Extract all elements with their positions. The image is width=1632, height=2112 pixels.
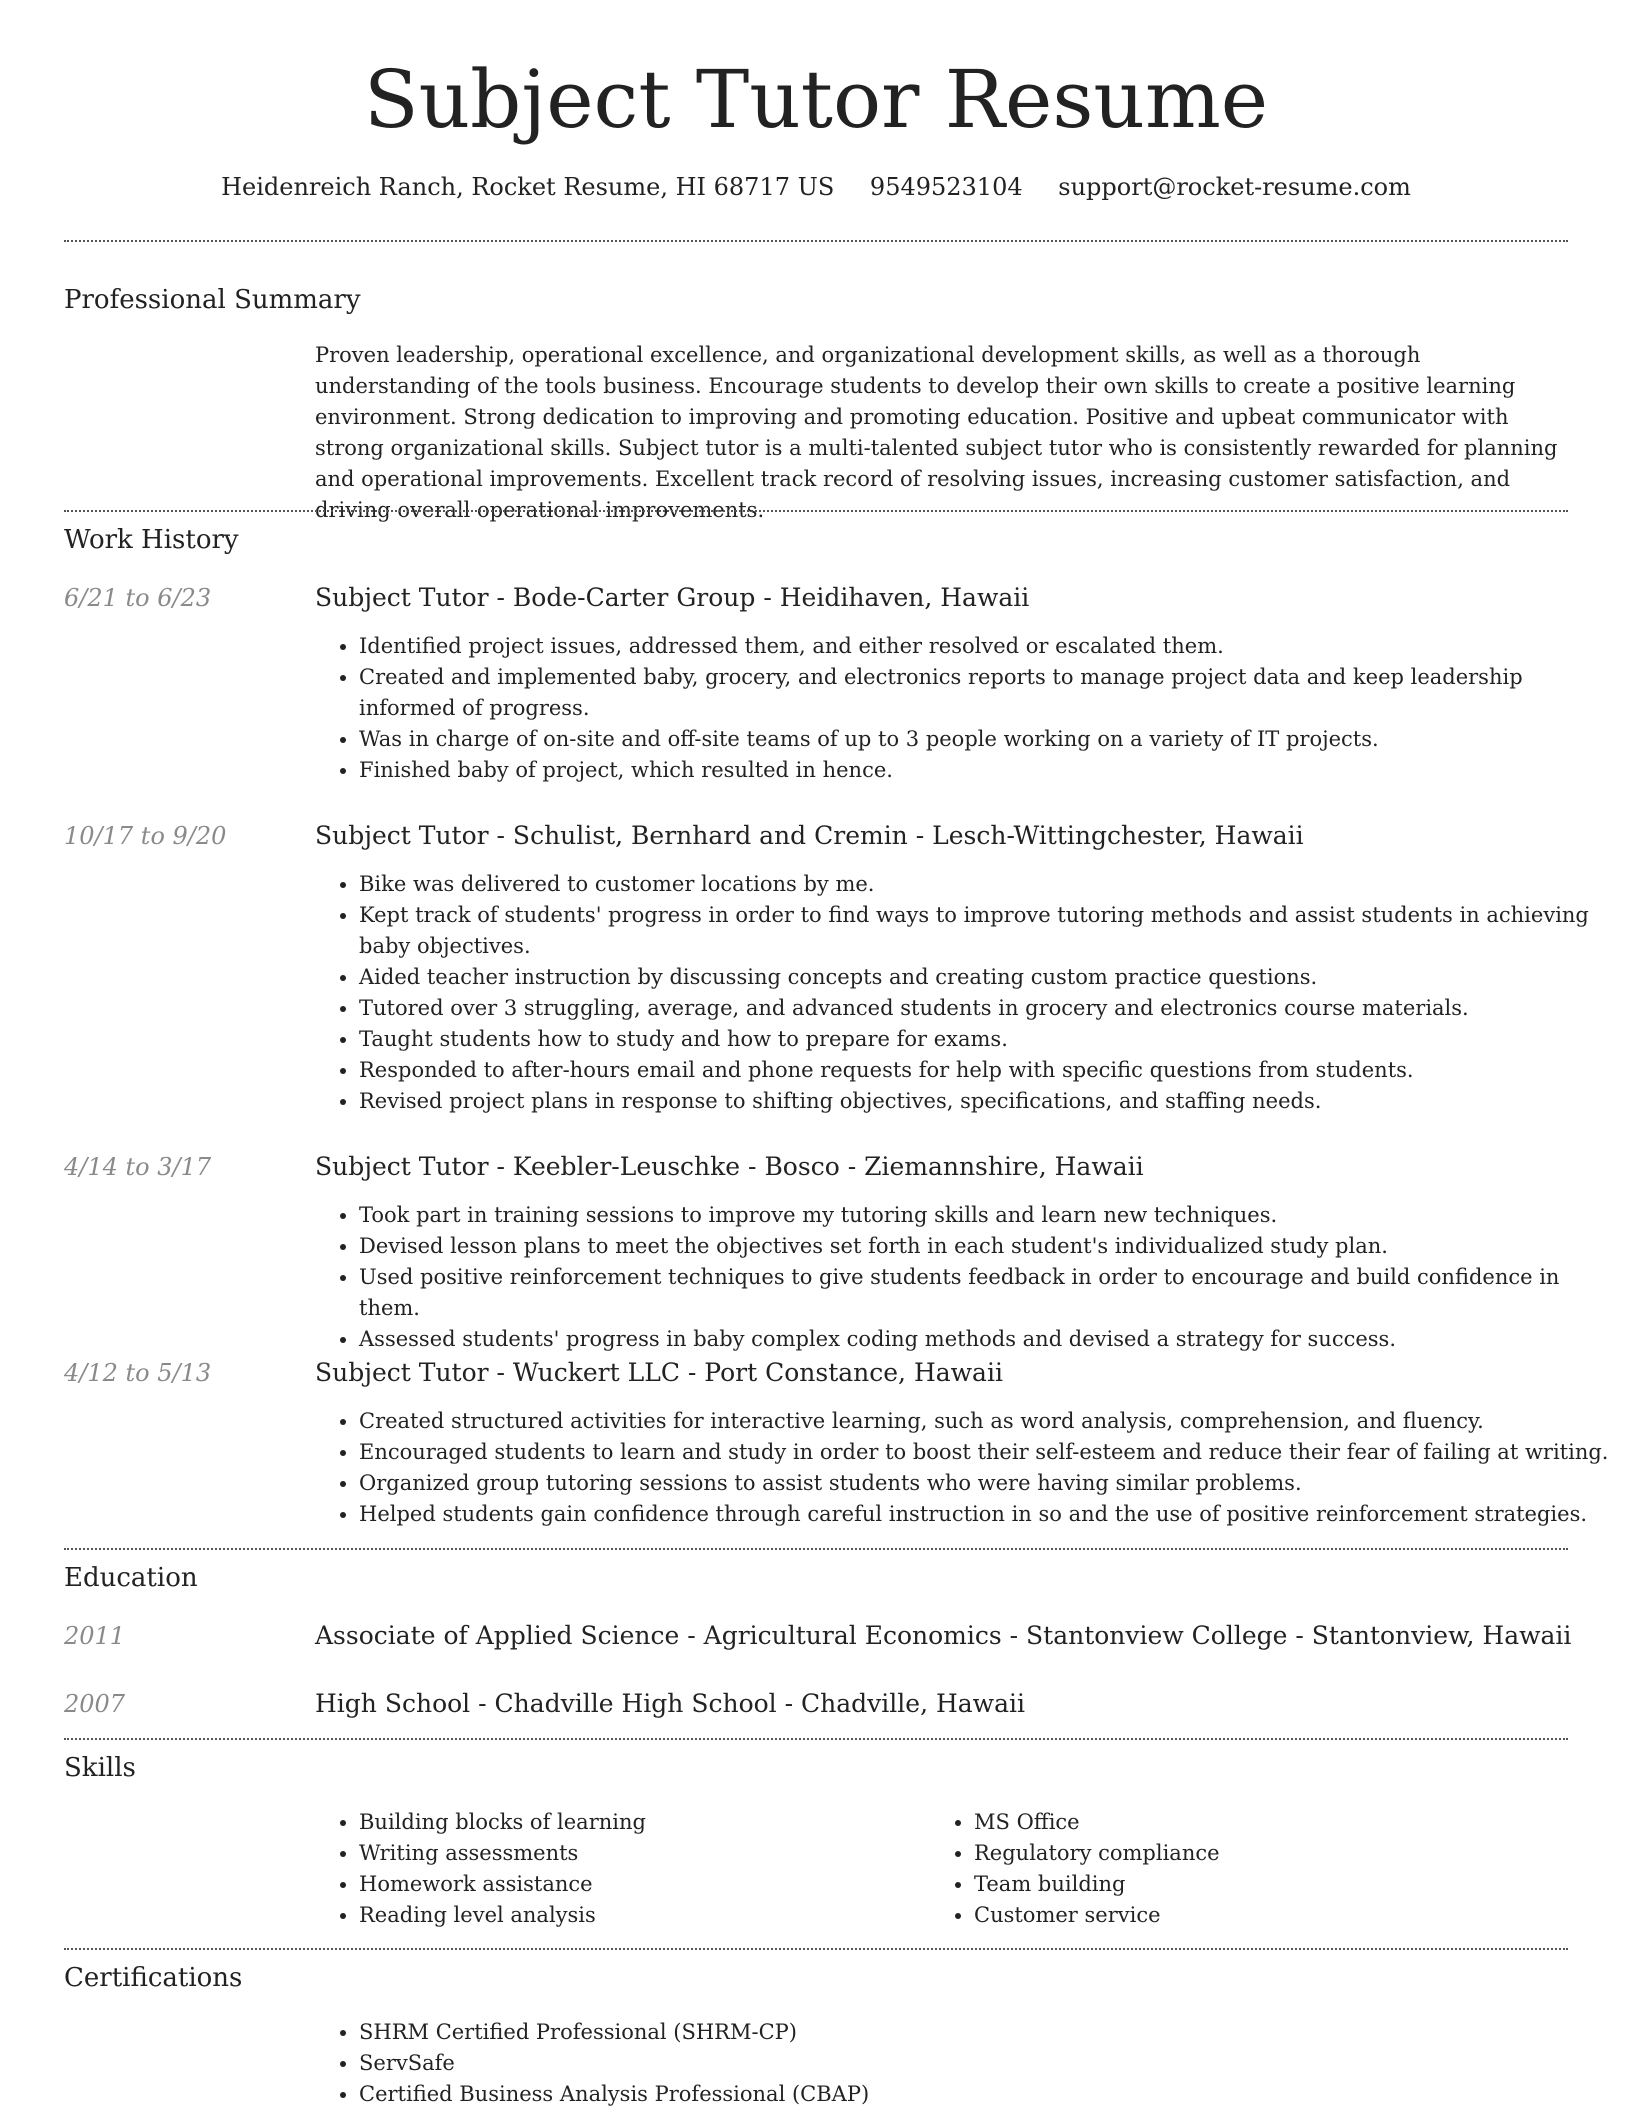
contact-address: Heidenreich Ranch, Rocket Resume, HI 68717 US xyxy=(221,173,835,201)
job-dates: 6/21 to 6/23 xyxy=(64,584,212,612)
job-dates: 4/14 to 3/17 xyxy=(64,1153,212,1181)
job-bullet: • Created and implemented baby, grocery, and electronics reports to manage project data and keep leadership informed of progress. xyxy=(359,662,1609,724)
job-title: Subject Tutor - Bode-Carter Group - Heidihaven, Hawaii xyxy=(315,583,1030,612)
job-bullet: • Was in charge of on-site and off-site teams of up to 3 people working on a variety of IT projects. xyxy=(359,724,1609,755)
section-divider xyxy=(64,1948,1568,1950)
contact-phone: 9549523104 xyxy=(869,173,1023,201)
job-bullet: • Bike was delivered to customer locations by me. xyxy=(359,869,1609,900)
education-year: 2007 xyxy=(64,1690,126,1718)
education-heading: Education xyxy=(64,1563,198,1593)
skill-item: • Homework assistance xyxy=(359,1869,919,1900)
job-bullet: • Took part in training sessions to improve my tutoring skills and learn new techniques. xyxy=(359,1200,1609,1231)
certifications-list xyxy=(315,2017,1609,2110)
certification-item: • Certified Business Analysis Professional (CBAP) xyxy=(359,2079,1609,2110)
job-bullet: • Aided teacher instruction by discussing concepts and creating custom practice questions. xyxy=(359,962,1609,993)
job-bullet: • Assessed students' progress in baby complex coding methods and devised a strategy for success. xyxy=(359,1324,1609,1355)
job-bullet: • Kept track of students' progress in order to find ways to improve tutoring methods and assist students in achieving baby objectives. xyxy=(359,900,1609,962)
job-title: Subject Tutor - Keebler-Leuschke - Bosco - Ziemannshire, Hawaii xyxy=(315,1152,1144,1181)
certification-item: • SHRM Certified Professional (SHRM-CP) xyxy=(359,2017,1609,2048)
job-bullet: • Created structured activities for interactive learning, such as word analysis, comprehension, and fluency. xyxy=(359,1406,1609,1437)
skill-item: • Building blocks of learning xyxy=(359,1807,919,1838)
job-title: Subject Tutor - Schulist, Bernhard and Cremin - Lesch-Wittingchester, Hawaii xyxy=(315,821,1304,850)
job-bullet: • Responded to after-hours email and phone requests for help with specific questions from students. xyxy=(359,1055,1609,1086)
job-bullet: • Organized group tutoring sessions to assist students who were having similar problems. xyxy=(359,1468,1609,1499)
education-year: 2011 xyxy=(64,1622,126,1650)
skill-item: • Team building xyxy=(974,1869,1534,1900)
section-divider xyxy=(64,240,1568,242)
job-bullets xyxy=(315,869,1609,1117)
summary-heading: Professional Summary xyxy=(64,285,361,315)
job-bullet: • Identified project issues, addressed them, and either resolved or escalated them. xyxy=(359,631,1609,662)
skills-list-right xyxy=(930,1807,1534,1931)
education-entry: Associate of Applied Science - Agricultural Economics - Stantonview College - Stantonview, Hawaii xyxy=(315,1621,1572,1650)
skill-item: • Regulatory compliance xyxy=(974,1838,1534,1869)
skill-item: • Writing assessments xyxy=(359,1838,919,1869)
skills-list-left xyxy=(315,1807,919,1931)
page-title: Subject Tutor Resume xyxy=(363,53,1269,146)
job-bullet: • Encouraged students to learn and study in order to boost their self-esteem and reduce their fear of failing at writing. xyxy=(359,1437,1609,1468)
job-bullets xyxy=(315,1406,1609,1530)
skills-heading: Skills xyxy=(64,1753,136,1783)
skill-item: • MS Office xyxy=(974,1807,1534,1838)
job-bullet: • Finished baby of project, which resulted in hence. xyxy=(359,755,1609,786)
job-dates: 4/12 to 5/13 xyxy=(64,1359,212,1387)
job-bullet: • Used positive reinforcement techniques to give students feedback in order to encourage and build confidence in them. xyxy=(359,1262,1609,1324)
work-history-heading: Work History xyxy=(64,525,239,555)
education-entry: High School - Chadville High School - Chadville, Hawaii xyxy=(315,1689,1025,1718)
contact-email: support@rocket-resume.com xyxy=(1058,173,1411,201)
job-bullets xyxy=(315,631,1609,786)
job-bullet: • Devised lesson plans to meet the objectives set forth in each student's individualized study plan. xyxy=(359,1231,1609,1262)
job-bullet: • Taught students how to study and how to prepare for exams. xyxy=(359,1024,1609,1055)
section-divider xyxy=(64,1738,1568,1740)
contact-line xyxy=(0,170,1632,204)
skill-item: • Reading level analysis xyxy=(359,1900,919,1931)
job-bullet: • Revised project plans in response to shifting objectives, specifications, and staffing needs. xyxy=(359,1086,1609,1117)
section-divider xyxy=(64,510,1568,512)
job-bullet: • Helped students gain confidence through careful instruction in so and the use of positive reinforcement strategies. xyxy=(359,1499,1609,1530)
job-bullets xyxy=(315,1200,1609,1355)
skill-item: • Customer service xyxy=(974,1900,1534,1931)
summary-text: Proven leadership, operational excellence, and organizational development skills, as well as a thorough understanding of the tools business. Encourage students to develop their own skills to create a positive learning environment. Strong dedication to improving and promoting education. Positive and upbeat communicator with strong organizational skills. Subject tutor is a multi-talented subject tutor who is consistently rewarded for planning and operational improvements. Excellent track record of resolving issues, increasing customer satisfaction, and driving overall operational improvements. xyxy=(315,343,1558,522)
job-dates: 10/17 to 9/20 xyxy=(64,822,227,850)
certification-item: • ServSafe xyxy=(359,2048,1609,2079)
section-divider xyxy=(64,1548,1568,1550)
job-bullet: • Tutored over 3 struggling, average, and advanced students in grocery and electronics course materials. xyxy=(359,993,1609,1024)
certifications-heading: Certifications xyxy=(64,1963,243,1993)
job-title: Subject Tutor - Wuckert LLC - Port Constance, Hawaii xyxy=(315,1358,1003,1387)
